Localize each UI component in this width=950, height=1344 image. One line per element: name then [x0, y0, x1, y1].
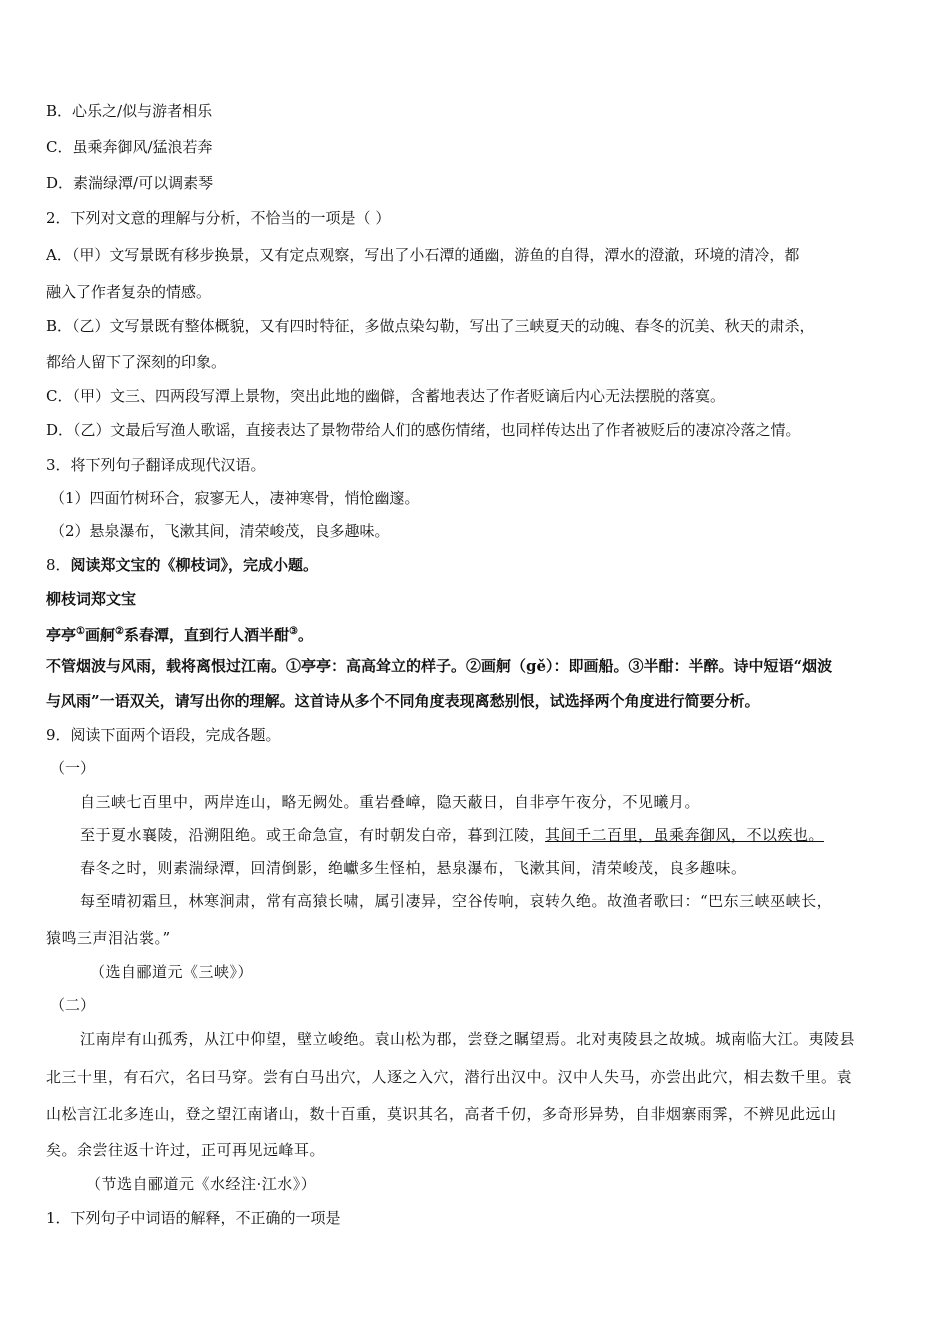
- footnote-mark-2: ②: [115, 626, 124, 637]
- passage2-line4: 矣。余尝往返十许过，正可再见远峰耳。: [46, 1141, 326, 1159]
- passage1-para2-plain: 至于夏水襄陵，沿溯阻绝。或王命急宣，有时朝发白帝，暮到江陵，: [80, 826, 546, 844]
- passage2-source: （节选自郦道元《水经注·江水》）: [86, 1175, 317, 1193]
- poem-title: 柳枝词郑文宝: [46, 590, 137, 608]
- passage2-line2: 北三十里，有石穴，名曰马穿。尝有白马出穴，人逐之入穴，潜行出汉中。汉中人失马，亦尝出此穴，相去数千里。袁: [46, 1068, 853, 1086]
- passage2-line1: 江南岸有山孤秀，从江中仰望，壁立峻绝。袁山松为郡，尝登之瞩望焉。北对夷陵县之故城。城南临大江。夷陵县: [80, 1030, 856, 1048]
- q1-option-c: C．虽乘奔御风/猛浪若奔: [46, 138, 213, 156]
- q8-stem: 8．阅读郑文宝的《柳枝词》，完成小题。: [46, 556, 319, 574]
- poem-text-d: 。: [297, 626, 313, 644]
- passage2-label: （二）: [50, 996, 96, 1014]
- q1-option-b: B．心乐之/似与游者相乐: [46, 102, 213, 120]
- passage2-line3: 山松言江北多连山，登之望江南诸山，数十百重，莫识其名，高者千仞，多奇形异势，自非烟寨雨霁，不辨见此远山: [46, 1105, 837, 1123]
- q1-option-d: D．素湍绿潭/可以调素琴: [46, 174, 214, 192]
- passage1-para2: [80, 825, 906, 845]
- passage1-para3: 春冬之时，则素湍绿潭，回清倒影，绝巘多生怪柏，悬泉瀑布，飞漱其间，清荣峻茂，良多趣味。: [80, 859, 747, 877]
- poem-notes-line2: 与风雨”一语双关，请写出你的理解。这首诗从多个不同角度表现离愁别恨，试选择两个角度进行简要分析。: [46, 692, 760, 710]
- passage1-para2-underlined: 其间千二百里，虽乘奔御风，不以疾也。: [545, 826, 825, 844]
- poem-text-c: 系春潭，直到行人酒半酣: [123, 626, 289, 644]
- q2-stem: 2．下列对文意的理解与分析，不恰当的一项是（ ）: [46, 209, 391, 227]
- passage1-source: （选自郦道元《三峡》）: [90, 963, 254, 981]
- q2-option-a-line2: 融入了作者复杂的情感。: [46, 283, 212, 301]
- q3-stem: 3．将下列句子翻译成现代汉语。: [46, 456, 266, 474]
- poem-text-a: 亭亭: [46, 626, 77, 644]
- q2-option-b-line2: 都给人留下了深刻的印象。: [46, 353, 227, 371]
- q2-option-d: D．（乙）文最后写渔人歌谣，直接表达了景物带给人们的感伤情绪，也同样传达出了作者被贬后的凄凉冷落之情。: [46, 421, 801, 439]
- passage1-label: （一）: [50, 759, 96, 777]
- passage1-para4-line2: 猿鸣三声泪沾裳。”: [46, 929, 171, 947]
- footnote-mark-1: ①: [76, 626, 85, 637]
- q2-option-b-line1: B．（乙）文写景既有整体概貌，又有四时特征，多做点染勾勒，写出了三峡夏天的动魄、春冬的沉美、秋天的肃杀，: [46, 317, 815, 335]
- poem-text-b: 画舸: [84, 626, 115, 644]
- q9-stem: 9．阅读下面两个语段，完成各题。: [46, 726, 281, 744]
- q9-subquestion-1: 1．下列句子中词语的解释，不正确的一项是: [46, 1209, 341, 1227]
- footnote-mark-3: ③: [288, 626, 298, 637]
- passage1-para1: 自三峡七百里中，两岸连山，略无阙处。重岩叠嶂，隐天蔽日，自非亭午夜分，不见曦月。: [80, 793, 701, 811]
- passage1-para4-line1: 每至晴初霜旦，林寒涧肃，常有高猿长啸，属引凄异，空谷传响，哀转久绝。故渔者歌曰：“巴东三峡巫峡长，: [80, 892, 833, 910]
- poem-line-1: [46, 622, 906, 645]
- q3-sentence-2: （2）悬泉瀑布，飞漱其间，清荣峻茂，良多趣味。: [50, 522, 390, 540]
- q8-stem-text: 阅读郑文宝的《柳枝词》，完成小题。: [70, 556, 319, 574]
- q2-option-c: C．（甲）文三、四两段写潭上景物，突出此地的幽僻，含蓄地表达了作者贬谪后内心无法摆脱的落寞。: [46, 387, 725, 405]
- poem-notes-line1: 不管烟波与风雨，载将离恨过江南。①亭亭：高高耸立的样子。②画舸（gě）：即画船。③半酣：半醉。诗中短语“烟波: [46, 657, 833, 675]
- q2-option-a-line1: A．（甲）文写景既有移步换景，又有定点观察，写出了小石潭的通幽，游鱼的自得，潭水的澄澈，环境的清冷，都: [46, 246, 800, 264]
- q3-sentence-1: （1）四面竹树环合，寂寥无人，凄神寒骨，悄怆幽邃。: [50, 489, 420, 507]
